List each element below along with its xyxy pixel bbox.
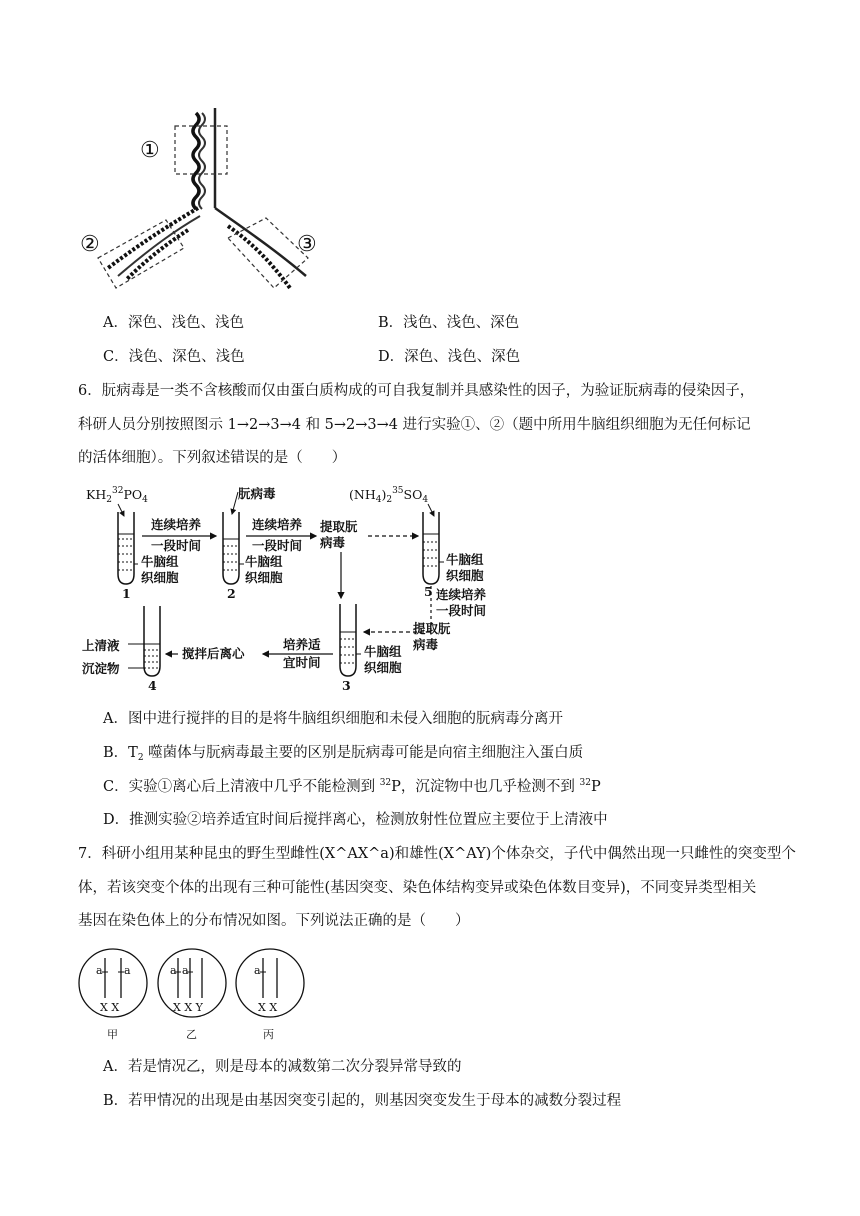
tube-3 xyxy=(340,604,356,676)
circle-yi-name: 乙 xyxy=(186,1028,197,1041)
suitable-time-label-2: 宜时间 xyxy=(283,655,321,670)
extract-label-2b: 病毒 xyxy=(413,637,439,652)
period-label-5: 一段时间 xyxy=(436,603,487,618)
q5-option-c: C．浅色、深色、浅色 xyxy=(103,349,245,365)
q7-stem-line-1: 7．科研小组用某种昆虫的野生型雌性(X^AX^a)和雄性(X^AY)个体杂交，子代中偶然出现一只雌性的突变型个 xyxy=(78,846,796,862)
circle-yi-gene-1: a xyxy=(170,964,177,977)
nh4so4-label: $(NH_4)_2^{35}SO_4$ xyxy=(349,486,429,505)
marker-1: ① xyxy=(140,138,160,163)
stir-centrifuge-label: 搅拌后离心 xyxy=(182,646,245,661)
cell-label-2a: 牛脑组 xyxy=(245,554,283,569)
extract-label-2a: 提取朊 xyxy=(413,621,451,636)
q6-option-c: C．实验①离心后上清液中几乎不能检测到 $^{32}$P，沉淀物中也几乎检测不到 $^{32}$P xyxy=(103,778,601,795)
circle-jia-gene-2: a xyxy=(124,964,131,977)
prion-label: 朊病毒 xyxy=(238,486,276,501)
q5-option-d: D．深色、浅色、深色 xyxy=(378,349,521,365)
kh2po4-label: $KH_2^{32}PO_4$ xyxy=(86,486,148,505)
culture-label-1: 连续培养 xyxy=(151,517,202,532)
tube-number-5: 5 xyxy=(424,584,433,599)
tube-1 xyxy=(118,512,134,584)
q7-option-b: B．若甲情况的出现是由基因突变引起的，则基因突变发生于母本的减数分裂过程 xyxy=(103,1093,622,1109)
extract-label-1a: 提取朊 xyxy=(320,519,358,534)
tube-5 xyxy=(423,512,439,584)
q5-option-b: B．浅色、浅色、深色 xyxy=(378,315,520,331)
period-label-2: 一段时间 xyxy=(252,538,303,553)
cell-label-1a: 牛脑组 xyxy=(141,554,179,569)
circle-bing-name: 丙 xyxy=(263,1028,274,1041)
circle-yi-chr: X X Y xyxy=(173,1001,203,1014)
dna-replication-svg xyxy=(78,108,338,308)
circle-jia-gene-1: a xyxy=(96,964,103,977)
tube-number-3: 3 xyxy=(342,678,351,693)
q6-stem-line-3: 的活体细胞）。下列叙述错误的是（ ） xyxy=(78,450,347,466)
marker-3: ③ xyxy=(297,232,317,257)
q6-option-a: A．图中进行搅拌的目的是将牛脑组织细胞和未侵入细胞的朊病毒分离开 xyxy=(103,711,563,727)
cell-label-3a: 牛脑组 xyxy=(364,644,402,659)
culture-label-2: 连续培养 xyxy=(252,517,303,532)
period-label-1: 一段时间 xyxy=(151,538,202,553)
tube-number-4: 4 xyxy=(148,678,157,693)
cell-label-5a: 牛脑组 xyxy=(446,552,484,567)
suitable-time-label-1: 培养适 xyxy=(283,637,321,652)
q6-stem-line-2: 科研人员分别按照图示 1→2→3→4 和 5→2→3→4 进行实验①、②（题中所用牛脑组织细胞为无任何标记 xyxy=(78,417,751,433)
marker-2: ② xyxy=(80,232,100,257)
cell-label-2b: 织细胞 xyxy=(245,570,283,585)
cell-label-1b: 织细胞 xyxy=(141,570,179,585)
tube-2 xyxy=(223,512,239,584)
q6-stem-line-1: 6．朊病毒是一类不含核酸而仅由蛋白质构成的可自我复制并具感染性的因子，为验证朊病毒的侵染因子， xyxy=(78,383,755,399)
q7-option-a: A．若是情况乙，则是母本的减数第二次分裂异常导致的 xyxy=(103,1059,462,1075)
tube-number-2: 2 xyxy=(227,586,236,601)
dna-replication-figure xyxy=(78,108,338,308)
sediment-label: 沉淀物 xyxy=(82,661,120,676)
cell-label-3b: 织细胞 xyxy=(364,660,402,675)
q5-option-a: A．深色、浅色、浅色 xyxy=(103,315,244,331)
cell-label-5b: 织细胞 xyxy=(446,568,484,583)
extract-label-1b: 病毒 xyxy=(320,535,346,550)
supernatant-label: 上清液 xyxy=(82,638,120,653)
q7-stem-line-3: 基因在染色体上的分布情况如图。下列说法正确的是（ ） xyxy=(78,913,470,929)
q6-option-b: B．$T_2$ 噬菌体与朊病毒最主要的区别是朊病毒可能是向宿主细胞注入蛋白质 xyxy=(103,745,584,763)
circle-yi-gene-2: a xyxy=(182,964,189,977)
circle-bing-gene-1: a xyxy=(254,964,261,977)
circle-jia-name: 甲 xyxy=(107,1028,118,1041)
circle-bing-chr: X X xyxy=(258,1001,278,1014)
tube-number-1: 1 xyxy=(122,586,131,601)
circle-jia-chr: X X xyxy=(100,1001,120,1014)
tube-4 xyxy=(144,606,160,676)
q7-stem-line-2: 体，若该突变个体的出现有三种可能性(基因突变、染色体结构变异或染色体数目变异)，不同变异类型相关 xyxy=(78,880,757,896)
q6-option-d: D．推测实验②培养适宜时间后搅拌离心，检测放射性位置应主要位于上清液中 xyxy=(103,812,608,828)
culture-label-5: 连续培养 xyxy=(436,587,487,602)
